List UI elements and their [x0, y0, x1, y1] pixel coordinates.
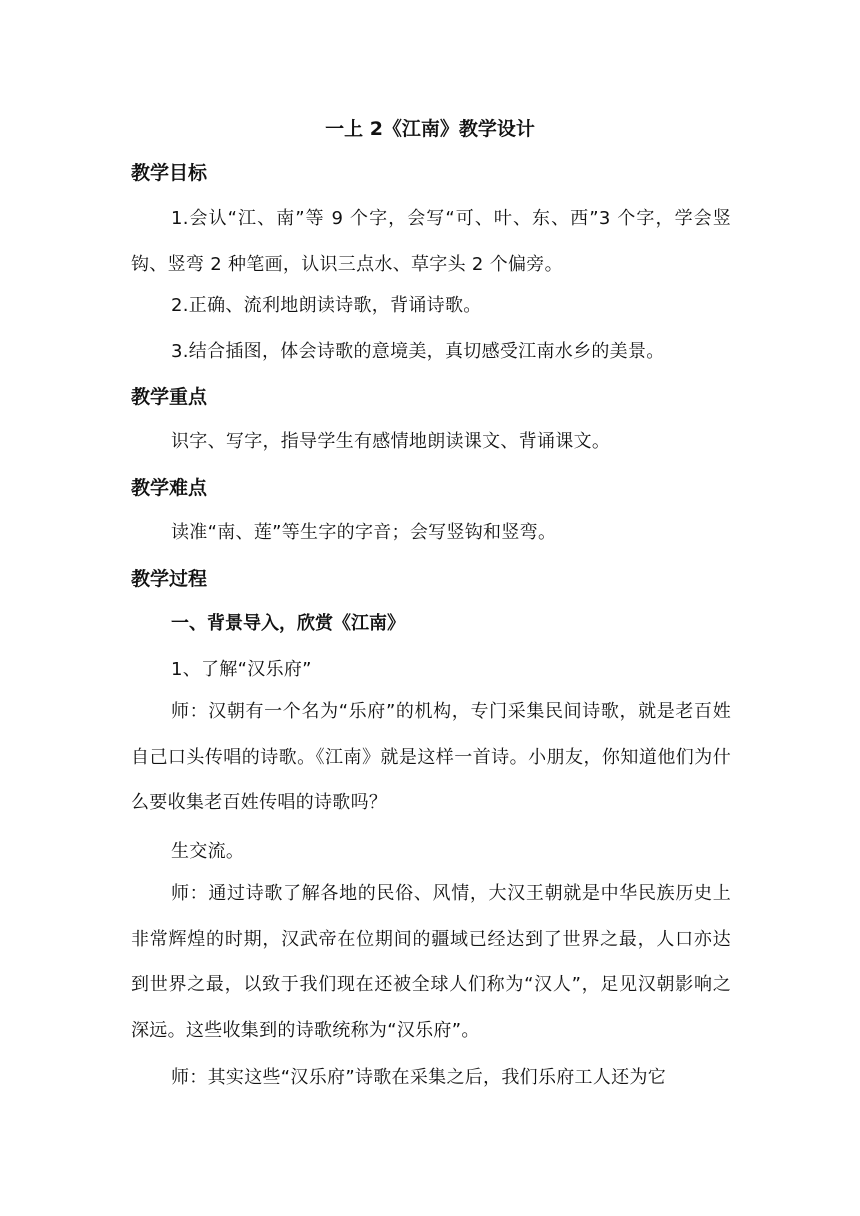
step-1-subheading: 1、了解“汉乐府”: [171, 659, 312, 680]
teacher-paragraph-3: 师：其实这些“汉乐府”诗歌在采集之后，我们乐府工人还为它: [171, 1067, 667, 1088]
key-points-text: 识字、写字，指导学生有感情地朗读课文、背诵课文。: [171, 431, 611, 452]
process-heading: 教学过程: [131, 568, 208, 590]
goals-heading: 教学目标: [131, 162, 208, 184]
goal-2-paragraph: 2.正确、流利地朗读诗歌，背诵诗歌。: [171, 295, 482, 316]
teacher-paragraph-1: 师：汉朝有一个名为“乐府”的机构，专门采集民间诗歌，就是老百姓自己口头传唱的诗歌。《江南》就是这样一首诗。小朋友，你知道他们为什么要收集老百姓传唱的诗歌吗？: [131, 701, 731, 813]
difficult-points-heading: 教学难点: [131, 477, 208, 499]
step-1-heading: 一、背景导入，欣赏《江南》: [171, 613, 405, 634]
document-title: 一上 2《江南》教学设计: [325, 118, 535, 140]
student-discussion-paragraph: 生交流。: [171, 841, 245, 862]
goal-3-paragraph: 3.结合插图，体会诗歌的意境美，真切感受江南水乡的美景。: [171, 341, 665, 362]
difficult-points-text: 读准“南、莲”等生字的字音；会写竖钩和竖弯。: [171, 522, 557, 543]
teacher-paragraph-2: 师：通过诗歌了解各地的民俗、风情，大汉王朝就是中华民族历史上非常辉煌的时期，汉武帝在位期间的疆域已经达到了世界之最，人口亦达到世界之最，以致于我们现在还被全球人们称为“汉人”，足见汉朝影响之深远。这些收集到的诗歌统称为“汉乐府”。: [131, 883, 731, 1041]
key-points-heading: 教学重点: [131, 386, 208, 408]
goal-1-paragraph: 1.会认“江、南”等 9 个字，会写“可、叶、东、西”3 个字，学会竖钩、竖弯 2 种笔画，认识三点水、草字头 2 个偏旁。: [131, 208, 731, 275]
